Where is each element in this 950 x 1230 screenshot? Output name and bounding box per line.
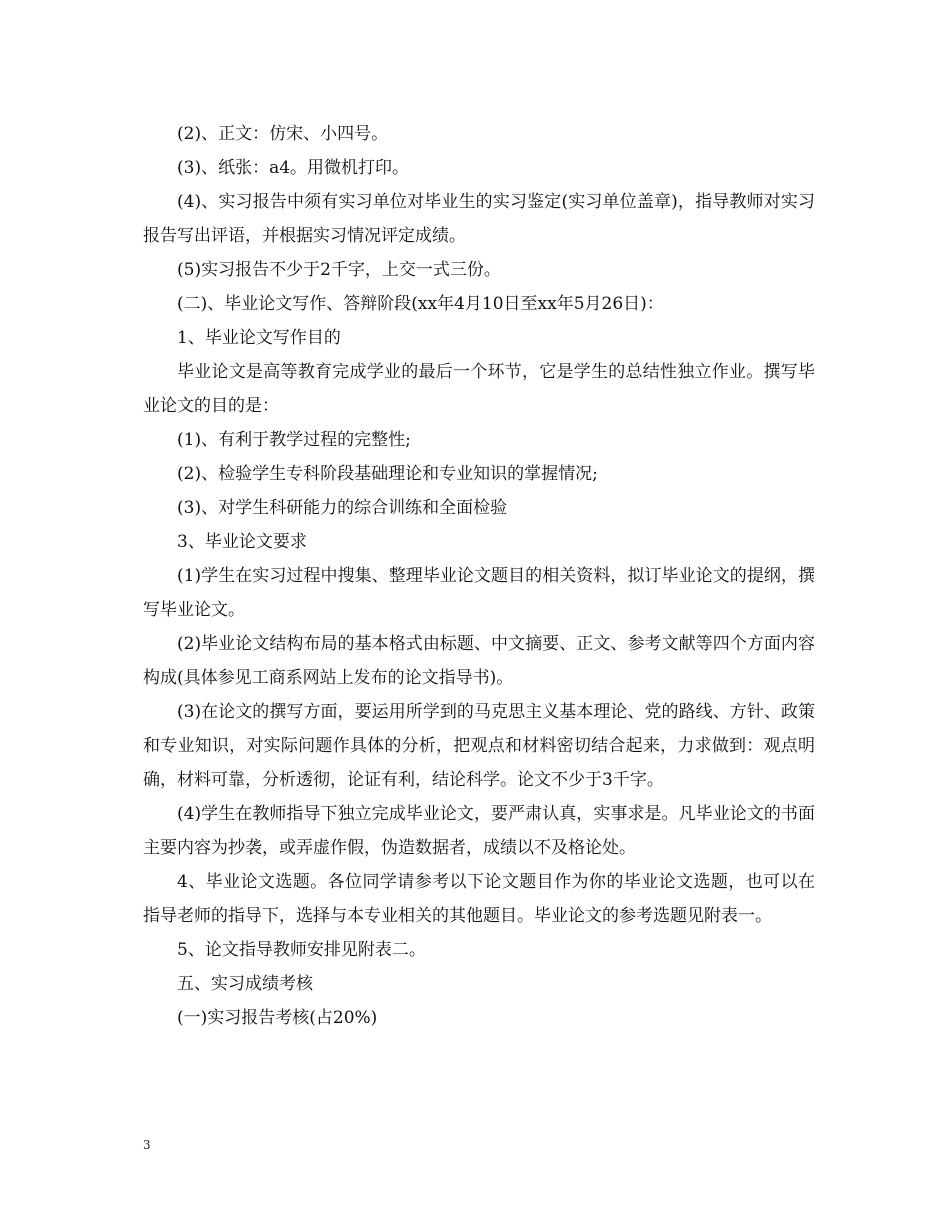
paragraph: (3)、纸张：a4。用微机打印。 [177,158,410,178]
list-item: (3)、对学生科研能力的综合训练和全面检验 [177,498,508,518]
paragraph: 5、论文指导教师安排见附表二。 [177,940,426,960]
paragraph: (4)学生在教师指导下独立完成毕业论文，要严肃认真，实事求是。凡毕业论文的书面主要内容为抄袭，或弄虚作假，伪造数据者，成绩以不及格论处。 [143,804,815,858]
paragraph: (4)、实习报告中须有实习单位对毕业生的实习鉴定(实习单位盖章)，指导教师对实习报告写出评语，并根据实习情况评定成绩。 [143,192,815,246]
section-heading: 五、实习成绩考核 [177,974,313,994]
paragraph: (二)、毕业论文写作、答辩阶段(xx年4月10日至xx年5月26日)： [177,294,664,314]
paragraph: 4、毕业论文选题。各位同学请参考以下论文题目作为你的毕业论文选题，也可以在指导老师的指导下，选择与本专业相关的其他题目。毕业论文的参考选题见附表一。 [143,872,815,926]
paragraph: (3)在论文的撰写方面，要运用所学到的马克思主义基本理论、党的路线、方针、政策和专业知识，对实际问题作具体的分析，把观点和材料密切结合起来，力求做到：观点明确，材料可靠，分析透彻，论证有利，结论科学。论文不少于3千字。 [143,702,815,790]
paragraph: (2)、正文：仿宋、小四号。 [177,124,389,144]
list-item: (2)、检验学生专科阶段基础理论和专业知识的掌握情况; [177,464,598,484]
document-body [143,117,815,1035]
section-heading: 3、毕业论文要求 [177,532,307,552]
paragraph: (1)学生在实习过程中搜集、整理毕业论文题目的相关资料，拟订毕业论文的提纲，撰写毕业论文。 [143,566,815,620]
section-heading: (一)实习报告考核(占20%) [177,1008,378,1028]
paragraph: (5)实习报告不少于2千字，上交一式三份。 [177,260,501,280]
list-item: (1)、有利于教学过程的完整性; [177,430,411,450]
section-heading: 1、毕业论文写作目的 [177,328,341,348]
paragraph: (2)毕业论文结构布局的基本格式由标题、中文摘要、正文、参考文献等四个方面内容构成(具体参见工商系网站上发布的论文指导书)。 [143,634,815,688]
paragraph: 毕业论文是高等教育完成学业的最后一个环节，它是学生的总结性独立作业。撰写毕业论文的目的是： [143,362,815,416]
page-number: 3 [143,1138,151,1152]
